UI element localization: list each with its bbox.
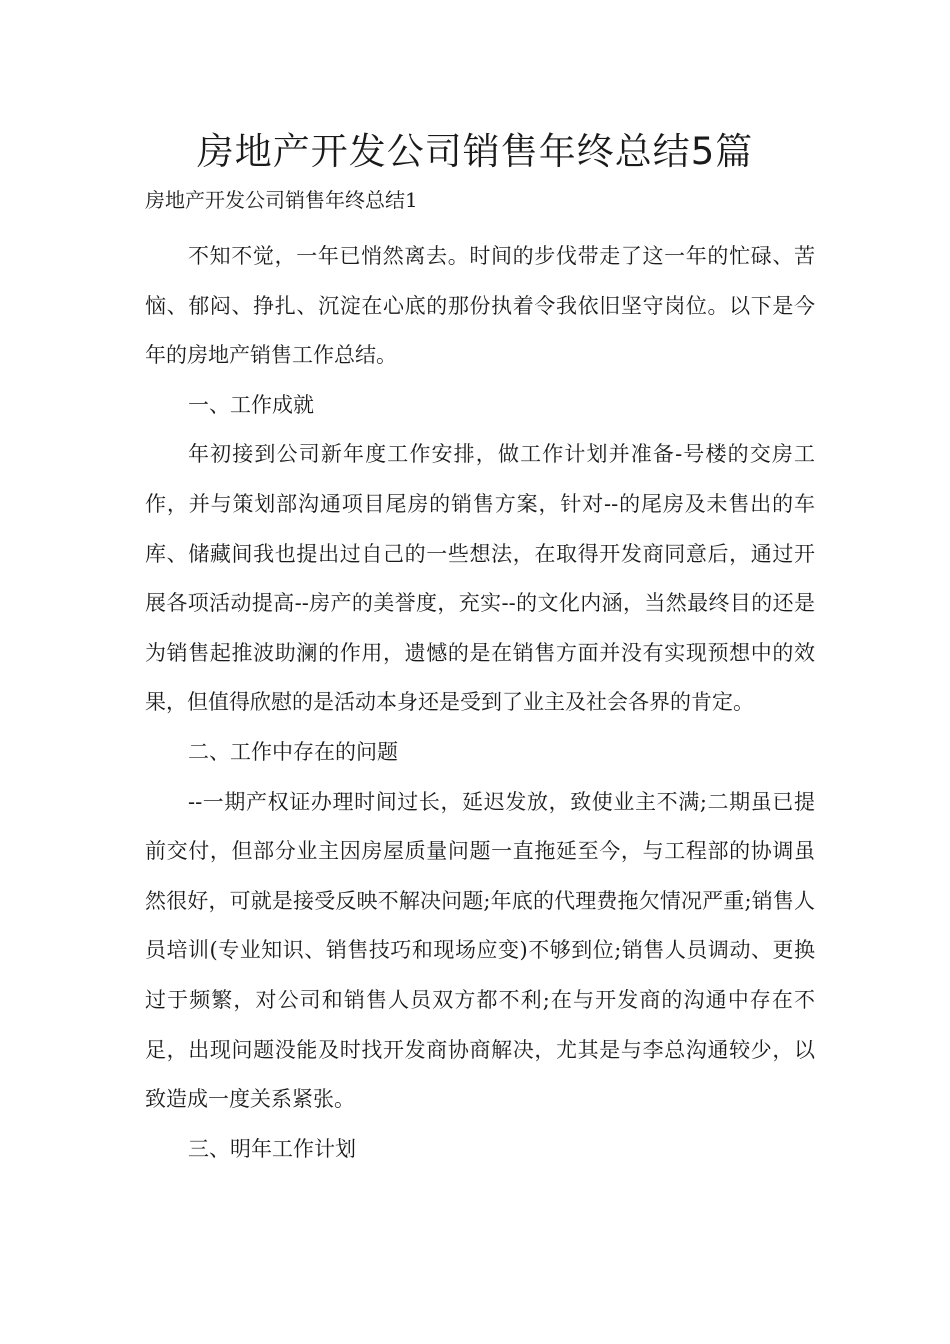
document-title: 房地产开发公司销售年终总结5篇 xyxy=(196,130,754,173)
paragraph-intro: 不知不觉，一年已悄然离去。时间的步伐带走了这一年的忙碌、苦恼、郁闷、挣扎、沉淀在心底的那份执着令我依旧坚守岗位。以下是今年的房地产销售工作总结。 xyxy=(145,244,815,368)
section-subtitle: 房地产开发公司销售年终总结1 xyxy=(145,188,418,212)
paragraph-achievements: 年初接到公司新年度工作安排，做工作计划并准备-号楼的交房工作，并与策划部沟通项目尾房的销售方案，针对--的尾房及未售出的车库、储藏间我也提出过自己的一些想法，在取得开发商同意后，通过开展各项活动提高--房产的美誉度，充实--的文化内涵，当然最终目的还是为销售起推波助澜的作用，遗憾的是在销售方面并没有实现预想中的效果，但值得欣慰的是活动本身还是受到了业主及社会各界的肯定。 xyxy=(145,442,815,715)
heading-achievements: 一、工作成就 xyxy=(188,392,314,417)
heading-next-year-plan: 三、明年工作计划 xyxy=(188,1136,356,1161)
heading-problems: 二、工作中存在的问题 xyxy=(188,739,398,764)
paragraph-problems: --一期产权证办理时间过长，延迟发放，致使业主不满;二期虽已提前交付，但部分业主因房屋质量问题一直拖延至今，与工程部的协调虽然很好，可就是接受反映不解决问题;年底的代理费拖欠情况严重;销售人员培训(专业知识、销售技巧和现场应变)不够到位;销售人员调动、更换过于频繁，对公司和销售人员双方都不利;在与开发商的沟通中存在不足，出现问题没能及时找开发商协商解决，尤其是与李总沟通较少，以致造成一度关系紧张。 xyxy=(145,789,815,1112)
document-body xyxy=(145,232,815,1174)
